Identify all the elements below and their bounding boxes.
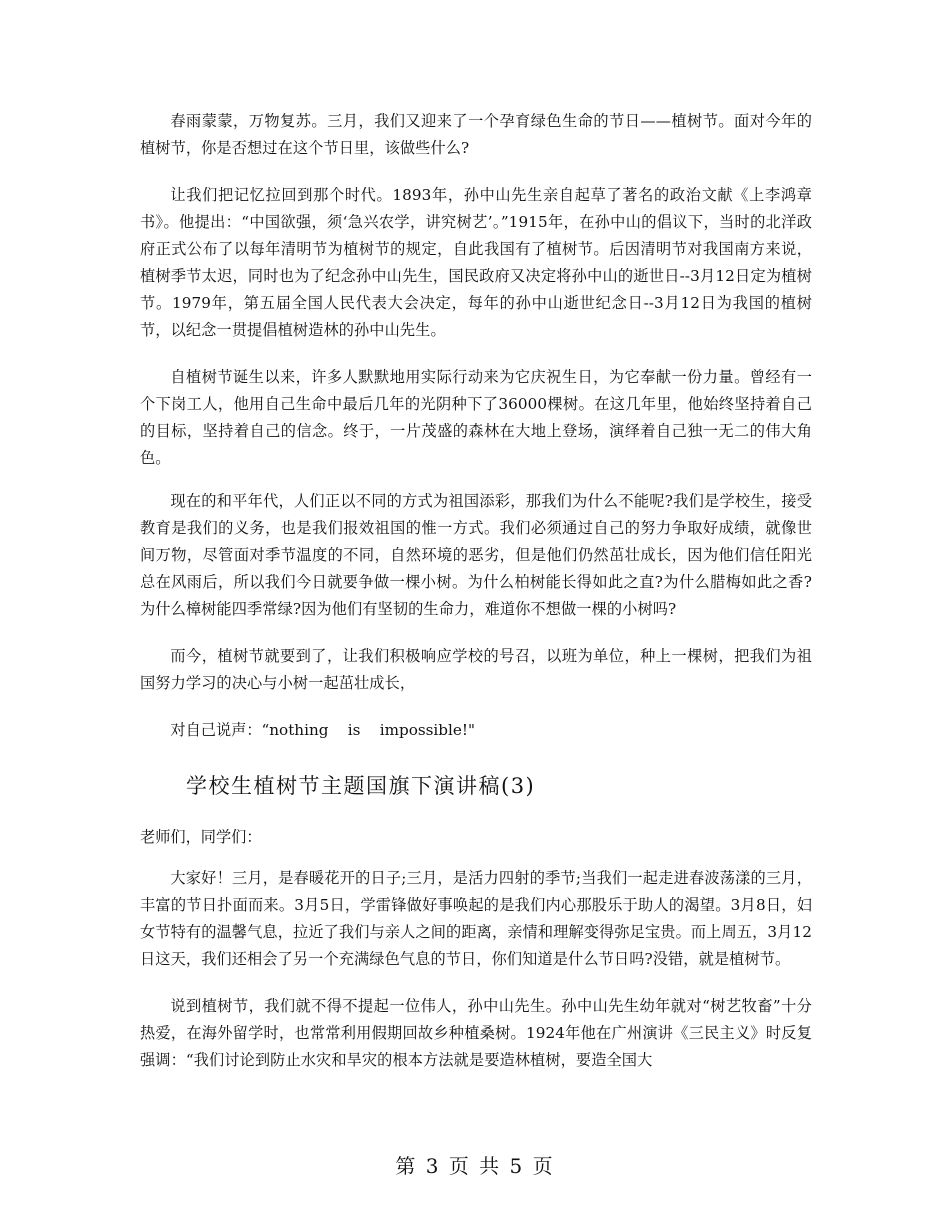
paragraph-call-to-action: 而今，植树节就要到了，让我们积极响应学校的号召，以班为单位，种上一棵树，把我们为祖国努力学习的决心与小树一起茁壮成长， [140, 647, 812, 692]
paragraph-students: 现在的和平年代，人们正以不同的方式为祖国添彩，那我们为什么不能呢?我们是学校生，接受教育是我们的义务，也是我们报效祖国的惟一方式。我们必须通过自己的努力争取好成绩，就像世间万物，尽管面对季节温度的不同，自然环境的恶劣，但是他们仍然茁壮成长，因为他们信任阳光总在风雨后，所以我们今日就要争做一棵小树。为什么柏树能长得如此之直?为什么腊梅如此之香?为什么樟树能四季常绿?因为他们有坚韧的生命力，难道你不想做一棵的小树吗? [140, 492, 812, 618]
paragraph-history: 让我们把记忆拉回到那个时代。1893年，孙中山先生亲自起草了著名的政治文献《上李鸿章书》。他提出：“中国欲强，须‘急兴农学，讲究树艺’。”1915年，在孙中山的倡议下，当时的北洋政府正式公布了以每年清明节为植树节的规定，自此我国有了植树节。后因清明节对我国南方来说，植树季节太迟，同时也为了纪念孙中山先生，国民政府又决定将孙中山的逝世日--3月12日定为植树节。1979年，第五届全国人民代表大会决定，每年的孙中山逝世纪念日--3月12日为我国的植树节，以纪念一贯提倡植树造林的孙中山先生。 [140, 186, 812, 339]
document-body [140, 108, 812, 1074]
paragraph-spring: 春雨蒙蒙，万物复苏。三月，我们又迎来了一个孕育绿色生命的节日——植树节。面对今年的植树节，你是否想过在这个节日里，该做些什么? [140, 112, 812, 157]
paragraph-worker: 自植树节诞生以来，许多人默默地用实际行动来为它庆祝生日，为它奉献一份力量。曾经有一个下岗工人，他用自己生命中最后几年的光阴种下了36000棵树。在这几年里，他始终坚持着自己的目标，坚持着自己的信念。终于，一片茂盛的森林在大地上登场，演绎着自己独一无二的伟大角色。 [140, 368, 812, 467]
paragraph-march-festivals: 大家好！三月，是春暖花开的日子;三月，是活力四射的季节;当我们一起走进春波荡漾的三月，丰富的节日扑面而来。3月5日，学雷锋做好事唤起的是我们内心那股乐于助人的渴望。3月8日，妇女节特有的温馨气息，拉近了我们与亲人之间的距离，亲情和理解变得弥足宝贵。而上周五，3月12日这天，我们还相会了另一个充满绿色气息的节日，你们知道是什么节日吗?没错，就是植树节。 [140, 869, 812, 968]
paragraph-sun-yat-sen: 说到植树节，我们就不得不提起一位伟人，孙中山先生。孙中山先生幼年就对“树艺牧畜”十分热爱，在海外留学时，也常常利用假期回故乡种植桑树。1924年他在广州演讲《三民主义》时反复强调：“我们讨论到防止水灾和旱灾的根本方法就是要造林植树，要造全国大 [140, 997, 812, 1069]
quote-line: 对自己说声：“nothing is impossible!" [170, 721, 475, 739]
page-number-footer: 第 3 页 共 5 页 [395, 1154, 555, 1178]
salutation: 老师们，同学们： [140, 828, 262, 846]
section-heading: 学校生植树节主题国旗下演讲稿(3) [186, 774, 536, 798]
